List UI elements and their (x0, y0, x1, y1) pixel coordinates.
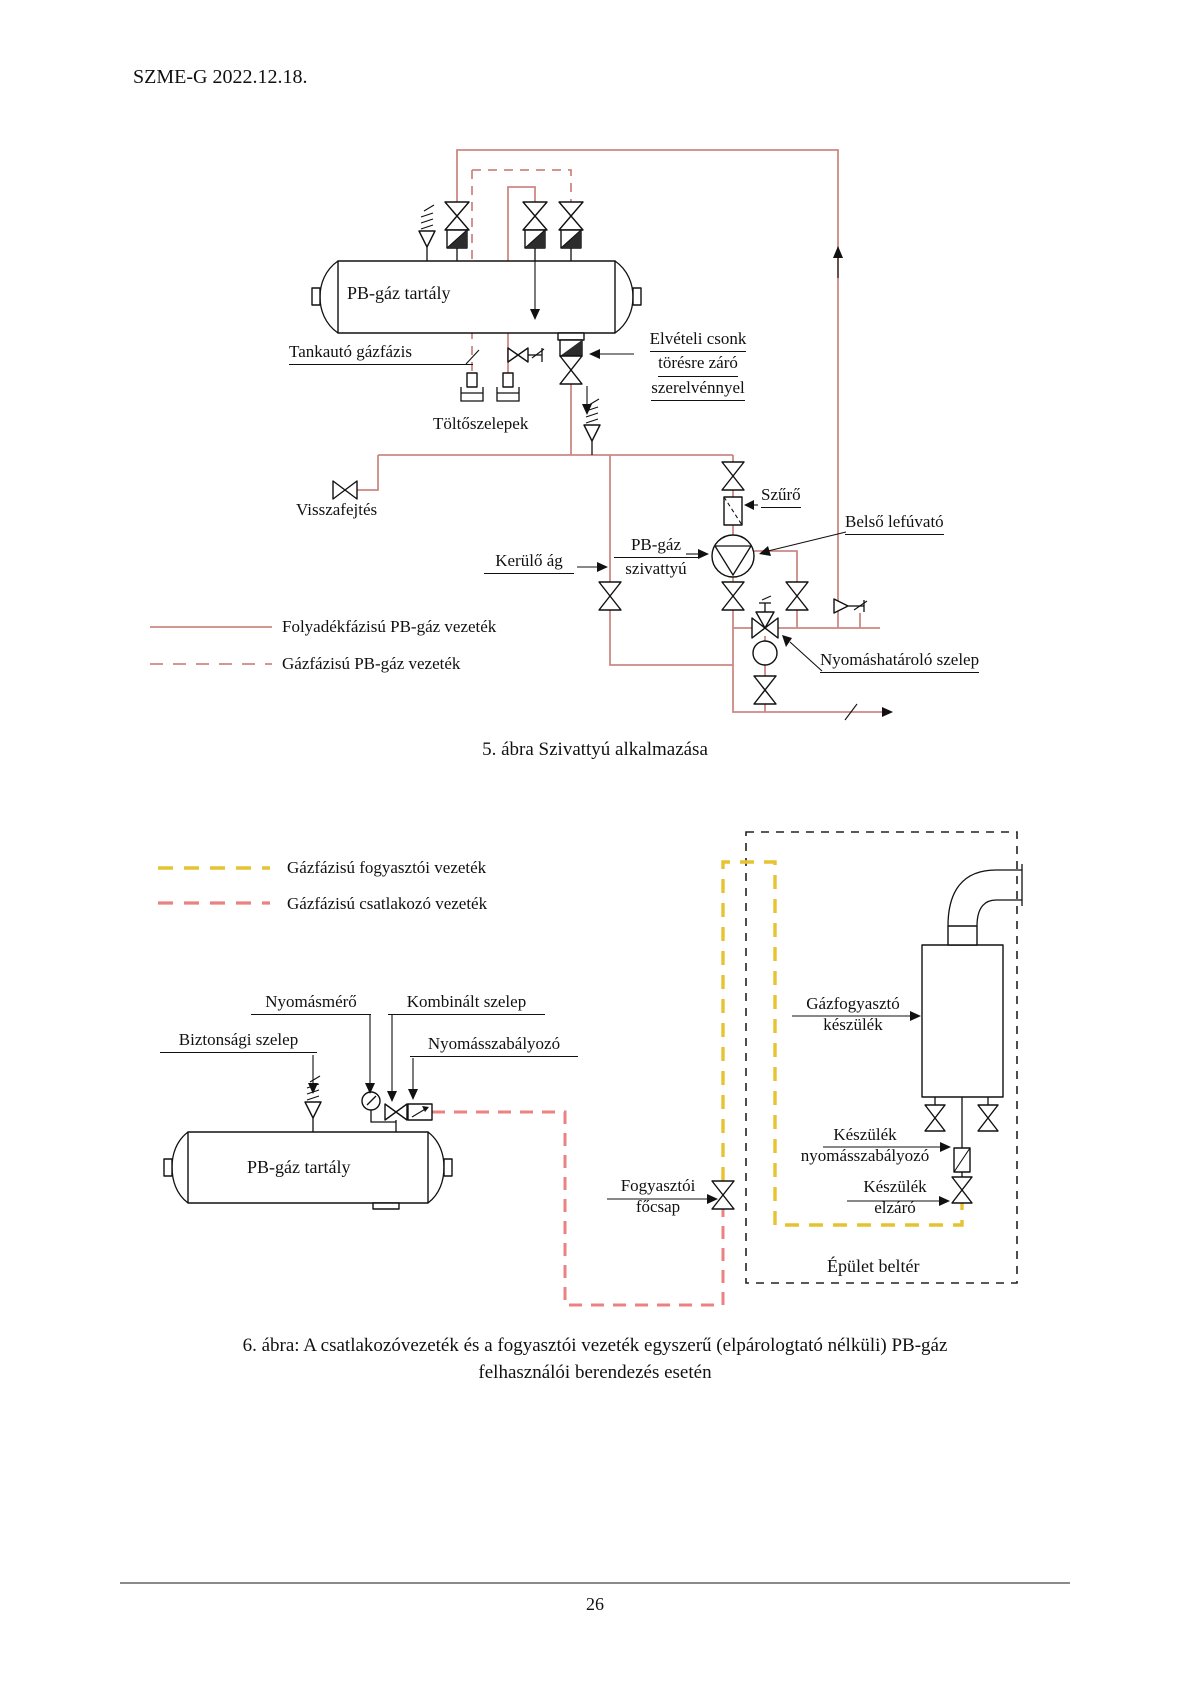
valve-icon (722, 582, 744, 610)
fig5-label-elveteli-csonk: Elvételi csonk törésre záró szerelvénnyel (628, 328, 768, 401)
fig6-label-epulet-belter: Épület beltér (827, 1256, 920, 1276)
fig6-label-gazfogyaszto: Gázfogyasztó készülék (806, 994, 900, 1035)
appliance-shutoff-valve-icon (952, 1177, 972, 1203)
page-header: SZME-G 2022.12.18. (133, 66, 308, 88)
fig6-label-keszulek-elzaro: Készülék elzáró (863, 1177, 927, 1218)
combined-valve-icon (385, 1104, 407, 1120)
bypass-valve-icon (599, 582, 621, 610)
fig5-label-toltoszelepek: Töltőszelepek (433, 414, 529, 433)
valve-icon (722, 462, 744, 490)
filling-valve-icon (461, 373, 483, 401)
visszafejtes-valve-icon (333, 481, 357, 499)
fig5-label-kerulo-ag: Kerülő ág (484, 550, 574, 574)
fig6-caption-line2: felhasználói berendezés esetén (478, 1362, 712, 1383)
pilot-icon (753, 641, 777, 665)
fig5-label-tankauto-gazfazis: Tankautó gázfázis (289, 341, 473, 365)
fig5-label-pb-gaz-szivattyu: PB-gáz szivattyú (614, 534, 698, 580)
appliance-regulator-icon (954, 1148, 970, 1172)
vent-connection-icon (834, 599, 867, 613)
fig5-takeoff-valve (558, 333, 584, 384)
filter-icon (724, 497, 742, 525)
pump-icon (712, 535, 754, 577)
fig6-legend-samples (158, 868, 270, 903)
fig6-tank-label: PB-gáz tartály (247, 1157, 351, 1177)
fig5-legend-item-gas: Gázfázisú PB-gáz vezeték (282, 654, 461, 673)
fig5-legend-samples (150, 627, 272, 664)
fig5-label-belso-lefuvato: Belső lefúvató (845, 511, 944, 535)
fig5-tank-top-valves (419, 202, 583, 261)
pressure-gauge-icon (362, 1092, 380, 1110)
fig5-tank-label: PB-gáz tartály (347, 283, 451, 303)
fig6-legend-item-connector: Gázfázisú csatlakozó vezeték (287, 894, 488, 913)
valve-icon (786, 582, 808, 610)
fig6-caption-line1: 6. ábra: A csatlakozóvezeték és a fogyasztói vezeték egyszerű (elpárologtató nélküli) PB-gáz (242, 1335, 948, 1356)
tank-relief-valve-icon (419, 205, 435, 261)
valve-icon (754, 676, 776, 704)
appliance-valve-icon (978, 1105, 998, 1131)
hose-coupling-icon (508, 348, 544, 362)
fig5-caption: 5. ábra Szivattyú alkalmazása (482, 739, 708, 760)
consumer-main-cock-icon (712, 1181, 734, 1209)
fig6-label-nyomasszabalyozo: Nyomásszabályozó (410, 1033, 578, 1057)
fig6-label-fogyasztoi-focsap: Fogyasztói főcsap (620, 1176, 696, 1217)
fig6-label-nyomasmero: Nyomásmérő (251, 991, 371, 1015)
fig5-pump-branch (333, 462, 808, 610)
footer-rule (120, 1582, 1070, 1584)
page-number: 26 (586, 1594, 604, 1614)
three-way-valve-icon (752, 596, 778, 638)
filling-valve-icon (497, 373, 519, 401)
fig5-label-szuro: Szűrő (761, 484, 801, 508)
fig6-legend-item-consumer: Gázfázisú fogyasztói vezeték (287, 858, 487, 877)
fig5-label-visszafejtes: Visszafejtés (296, 500, 378, 519)
fig5-filling-station (461, 348, 544, 401)
fig6-label-biztonsagi-szelep: Biztonsági szelep (160, 1029, 317, 1053)
fig6-main-cock (712, 1181, 734, 1209)
fig6-label-kombinalt-szelep: Kombinált szelep (388, 991, 545, 1015)
fig5-legend-item-liquid: Folyadékfázisú PB-gáz vezeték (282, 617, 497, 636)
fig6-pipes (432, 862, 962, 1305)
fig6-label-keszulek-nyomasszabalyozo: Készülék nyomásszabályozó (800, 1125, 930, 1166)
pressure-regulator-icon (408, 1104, 432, 1120)
fig5-label-nyomashatarolo: Nyomáshatároló szelep (820, 649, 979, 673)
